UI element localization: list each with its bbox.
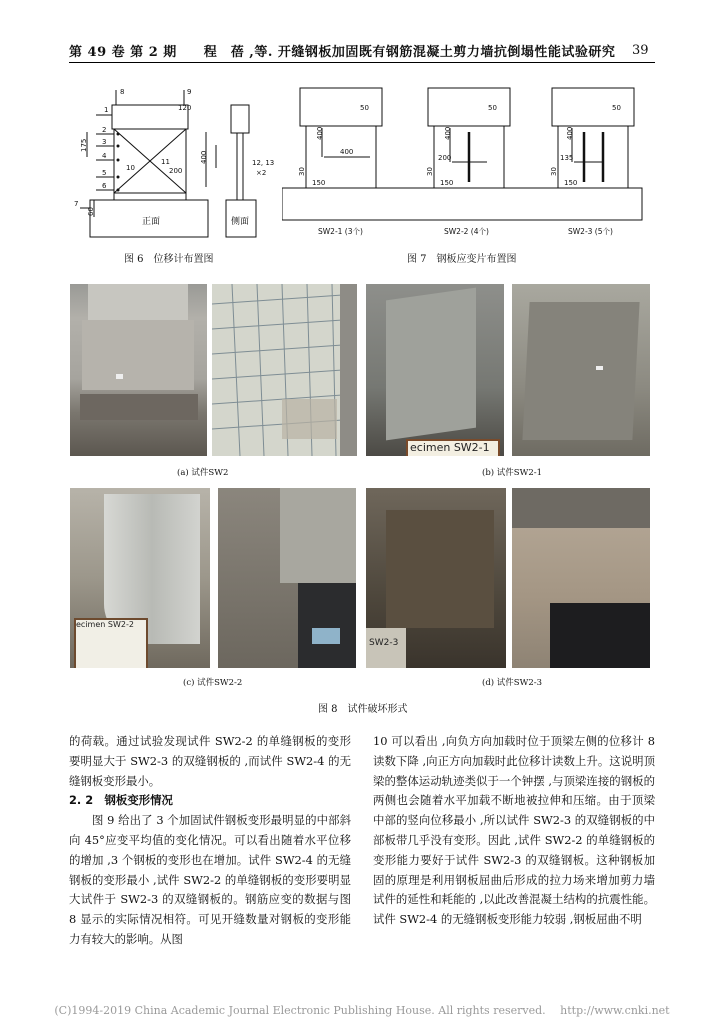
front-view-label: 正面 xyxy=(142,217,161,227)
photo-sw2-3-front xyxy=(366,488,506,668)
specimen-sign-sw2-1: ecimen SW2-1 xyxy=(410,441,490,454)
p2-dim-50: 50 xyxy=(488,104,497,112)
figure-7-strain-gauge-layout xyxy=(282,82,656,242)
dim-175: 175 xyxy=(80,138,88,152)
photo-sw2-side xyxy=(212,284,357,456)
figure-8-caption: 图 8 试件破坏形式 xyxy=(318,704,408,715)
label-4: 4 xyxy=(102,152,107,160)
specimen-sign-sw2-2: ecimen SW2-2 xyxy=(76,620,134,629)
p1-dim-30: 30 xyxy=(298,167,306,176)
subcaption-d: (d) 试件SW2-3 xyxy=(482,678,543,688)
photo-sw2-front xyxy=(70,284,207,456)
dim-12-13: 12, 13 xyxy=(252,159,275,167)
label-9: 9 xyxy=(187,88,192,96)
copyright-footer: (C)1994-2019 China Academic Journal Electronic Publishing House. All rights reserved. http://www.cnki.net xyxy=(54,1004,670,1017)
label-8: 8 xyxy=(120,88,125,96)
specimen-sign-sw2-3: SW2-3 xyxy=(369,638,399,648)
label-11: 11 xyxy=(161,158,170,166)
p3-dim-400: 400 xyxy=(566,126,574,140)
panel-label-sw2-2: SW2-2 (4个) xyxy=(444,227,489,236)
photo-sw2-2-front xyxy=(70,488,210,668)
left-text-column xyxy=(69,732,351,950)
running-header: 第 49 卷 第 2 期 程 蓓 ,等. 开缝钢板加固既有钢筋混凝土剪力墙抗倒塌性能试验研究 xyxy=(69,45,616,60)
right-text-column xyxy=(373,732,655,930)
subcaption-b: (b) 试件SW2-1 xyxy=(482,468,543,478)
p2-dim-200: 200 xyxy=(438,154,452,162)
label-2: 2 xyxy=(102,126,107,134)
figure-6-caption: 图 6 位移计布置图 xyxy=(124,254,214,265)
label-5: 5 xyxy=(102,169,107,177)
page-number: 39 xyxy=(632,43,649,58)
subcaption-a: (a) 试件SW2 xyxy=(177,468,229,478)
p3-dim-135: 135 xyxy=(560,154,574,162)
p1-dim-150: 150 xyxy=(312,179,326,187)
top-beam xyxy=(112,105,188,129)
panel-label-sw2-3: SW2-3 (5个) xyxy=(568,227,613,236)
right-paragraph-1: 10 可以看出 ,向负方向加载时位于顶梁左侧的位移计 8 读数下降 ,向正方向加载时此位移计读数上升。这说明顶梁的整体运动轨迹类似于一个钟摆 ,与顶梁连接的钢板的两侧也会随着水平加载不断地被拉伸和压缩。由于顶梁中部的竖向位移最小 ,所以试件 SW2-3 的双缝钢板的中部板带几乎没有变形。因此 ,试件 SW2-2 的单缝钢板的变形能力要好于试件 SW2-3 的双缝钢板。这种钢板加固的原理是利用钢板屈曲后形成的拉力场来增加剪力墙试件的延性和耗能的 ,以此改善混凝土结构的抗震性能。试件 SW2-4 的无缝钢板变形能力较弱 ,钢板屈曲不明 xyxy=(373,734,655,927)
side-view-label: 侧面 xyxy=(231,217,250,227)
dim-x2: ×2 xyxy=(256,169,267,177)
photo-sw2-2-detail xyxy=(218,488,356,668)
dim-120: 120 xyxy=(178,104,192,112)
p3-dim-50: 50 xyxy=(612,104,621,112)
left-paragraph-2: 图 9 给出了 3 个加固试件钢板变形最明显的中部斜向 45°应变平均值的变化情况。可以看出随着水平位移的增加 ,3 个钢板的变形也在增加。试件 SW2-4 的无缝钢板的变形最小 ,试件 SW2-2 的单缝钢板的变形要明显大试件于 SW2-3 的双缝钢板的。钢筋应变的数据与图 8 显示的实际情况相符。可见开缝数量对钢板的变形能力有较大的影响。从图 xyxy=(69,813,351,946)
p2-dim-30: 30 xyxy=(426,167,434,176)
dim-400: 400 xyxy=(200,150,208,164)
left-paragraph-1: 的荷载。通过试验发现试件 SW2-2 的单缝钢板的变形要明显大于 SW2-3 的双缝钢板的 ,而试件 SW2-4 的无缝钢板变形最小。 xyxy=(69,734,351,788)
p2-dim-150: 150 xyxy=(440,179,454,187)
subcaption-c: (c) 试件SW2-2 xyxy=(183,678,243,688)
p1-dim-400b: 400 xyxy=(340,148,354,156)
label-6: 6 xyxy=(102,182,107,190)
label-1: 1 xyxy=(104,106,109,114)
figure-6-displacement-meter-layout xyxy=(66,82,276,242)
header-rule xyxy=(69,62,655,63)
label-7: 7 xyxy=(74,200,79,208)
side-top-beam xyxy=(231,105,249,133)
figure-7-caption: 图 7 钢板应变片布置图 xyxy=(407,254,517,265)
dim-200: 200 xyxy=(169,167,183,175)
dim-60: 60 xyxy=(87,207,95,216)
label-10: 10 xyxy=(126,164,135,172)
p3-dim-150: 150 xyxy=(564,179,578,187)
photo-sw2-1-front xyxy=(512,284,650,456)
section-heading-2-2: 2. 2 钢板变形情况 xyxy=(69,793,173,808)
photo-sw2-1-side xyxy=(366,284,504,456)
label-3: 3 xyxy=(102,138,107,146)
p3-dim-30: 30 xyxy=(550,167,558,176)
p1-dim-400: 400 xyxy=(316,126,324,140)
photo-sw2-3-detail xyxy=(512,488,650,668)
p1-dim-50: 50 xyxy=(360,104,369,112)
panel-label-sw2-1: SW2-1 (3个) xyxy=(318,227,363,236)
p2-dim-400: 400 xyxy=(444,126,452,140)
